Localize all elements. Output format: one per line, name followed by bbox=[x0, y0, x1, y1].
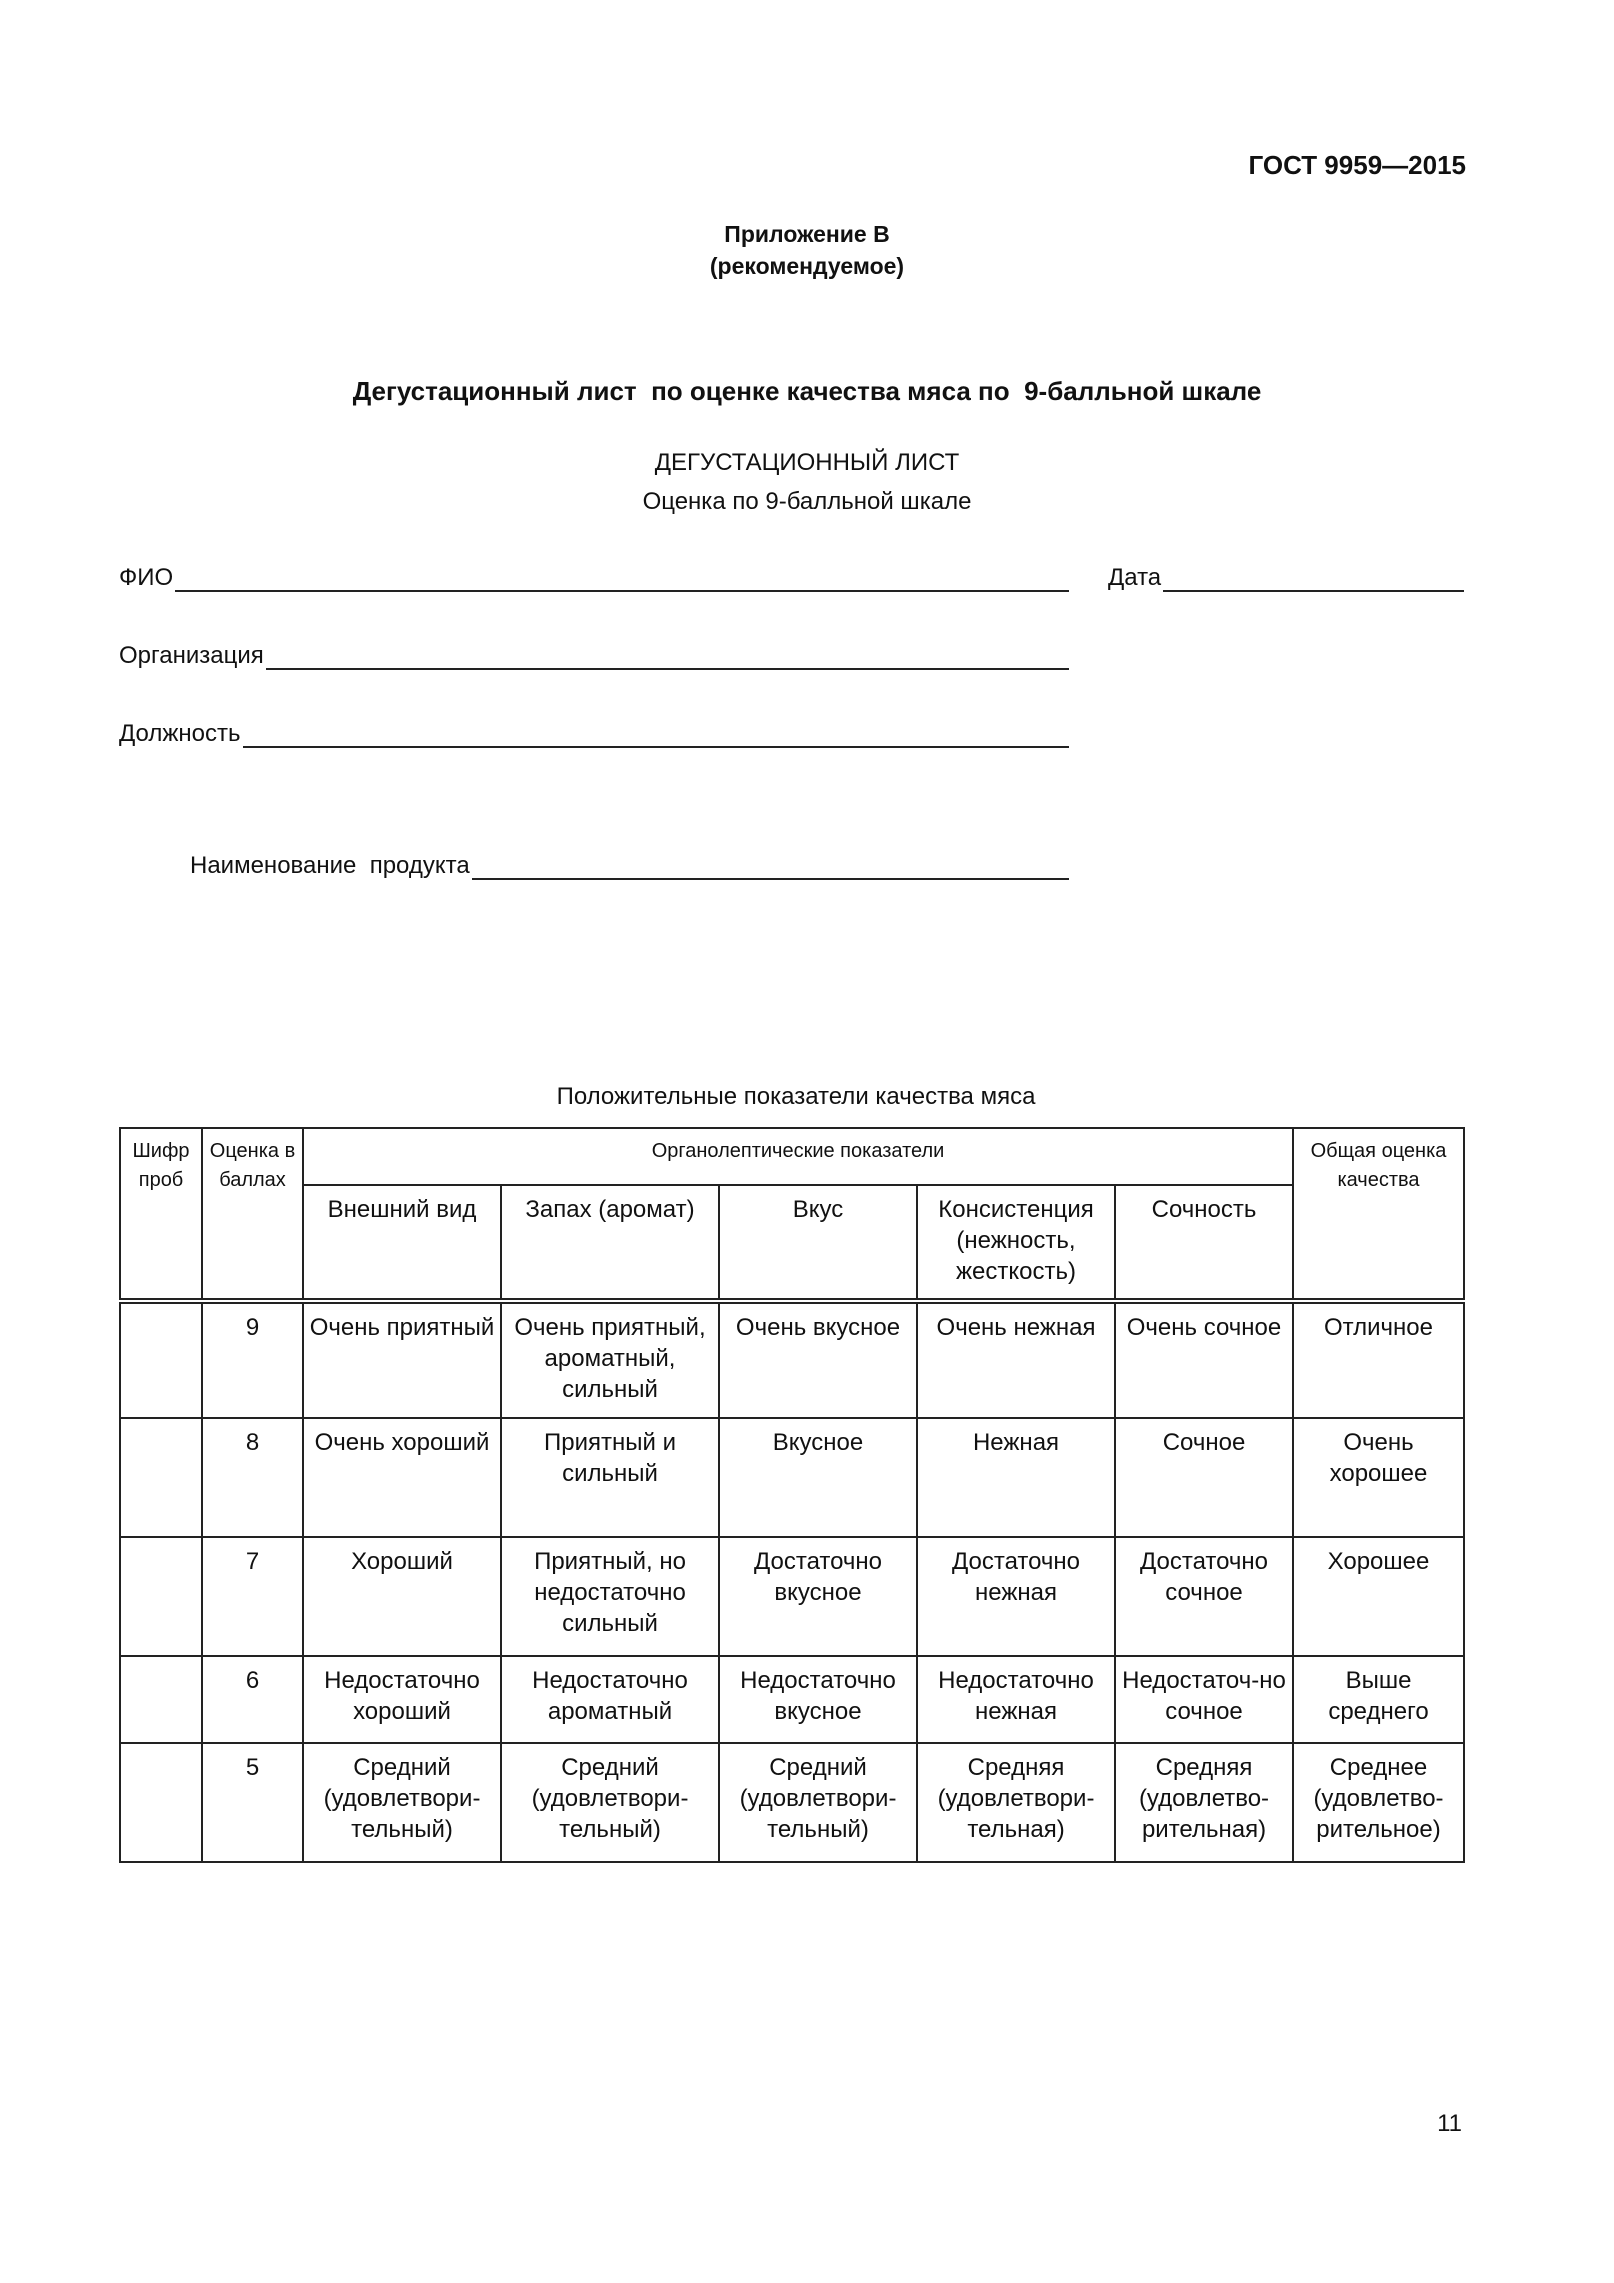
col-group-header: Органолептические показатели bbox=[303, 1128, 1293, 1185]
page-number: 11 bbox=[1437, 2110, 1462, 2137]
appendix-type: (рекомендуемое) bbox=[709, 253, 905, 279]
table-cell: Нежная bbox=[917, 1418, 1115, 1537]
col-overall-header: Общая оценка качества bbox=[1293, 1128, 1464, 1301]
date-line[interactable] bbox=[1163, 564, 1464, 592]
code-cell[interactable] bbox=[120, 1743, 202, 1862]
overall-cell: Хорошее bbox=[1293, 1537, 1464, 1656]
col-header: Вкус bbox=[719, 1185, 917, 1301]
quality-table bbox=[119, 1127, 1465, 1863]
table-cell: Достаточно сочное bbox=[1115, 1537, 1293, 1656]
col-header: Внешний вид bbox=[303, 1185, 501, 1301]
col-code-header: Шифр проб bbox=[120, 1128, 202, 1301]
table-row bbox=[120, 1418, 1464, 1537]
score-cell: 8 bbox=[202, 1418, 303, 1537]
col-header: Запах (аромат) bbox=[501, 1185, 719, 1301]
table-cell: Очень нежная bbox=[917, 1301, 1115, 1418]
table-row bbox=[120, 1656, 1464, 1743]
table-cell: Хороший bbox=[303, 1537, 501, 1656]
col-score-header: Оценка в баллах bbox=[202, 1128, 303, 1301]
col-header: Сочность bbox=[1115, 1185, 1293, 1301]
table-cell: Недостаточно хороший bbox=[303, 1656, 501, 1743]
product-label: Наименование продукта bbox=[190, 852, 470, 879]
date-field[interactable] bbox=[1108, 564, 1464, 592]
table-cell: Недостаточно нежная bbox=[917, 1656, 1115, 1743]
table-cell: Недостаточно ароматный bbox=[501, 1656, 719, 1743]
sheet-subtitle: Оценка по 9-балльной шкале bbox=[642, 488, 972, 515]
table-cell: Приятный и сильный bbox=[501, 1418, 719, 1537]
product-field[interactable] bbox=[190, 852, 1069, 880]
code-cell[interactable] bbox=[120, 1301, 202, 1418]
date-label: Дата bbox=[1108, 564, 1162, 591]
score-cell: 5 bbox=[202, 1743, 303, 1862]
overall-cell: Отличное bbox=[1293, 1301, 1464, 1418]
table-cell: Средняя (удовлетвори-тельная) bbox=[917, 1743, 1115, 1862]
table-cell: Достаточно вкусное bbox=[719, 1537, 917, 1656]
table-row bbox=[120, 1301, 1464, 1418]
table-cell: Сочное bbox=[1115, 1418, 1293, 1537]
code-cell[interactable] bbox=[120, 1537, 202, 1656]
table-row bbox=[120, 1537, 1464, 1656]
table-cell: Средний (удовлетвори-тельный) bbox=[303, 1743, 501, 1862]
position-line[interactable] bbox=[243, 720, 1070, 748]
code-cell[interactable] bbox=[120, 1656, 202, 1743]
table-cell: Очень приятный bbox=[303, 1301, 501, 1418]
sheet-title: ДЕГУСТАЦИОННЫЙ ЛИСТ bbox=[654, 449, 960, 476]
table-cell: Приятный, но недостаточно сильный bbox=[501, 1537, 719, 1656]
score-cell: 9 bbox=[202, 1301, 303, 1418]
name-field[interactable] bbox=[119, 564, 1069, 592]
name-label: ФИО bbox=[119, 564, 174, 591]
position-field[interactable] bbox=[119, 720, 1069, 748]
overall-cell: Выше среднего bbox=[1293, 1656, 1464, 1743]
standard-number: ГОСТ 9959—2015 bbox=[1248, 150, 1466, 180]
position-label: Должность bbox=[119, 720, 241, 747]
table-caption: Положительные показатели качества мяса bbox=[556, 1083, 1036, 1110]
table-cell: Недостаточ-но сочное bbox=[1115, 1656, 1293, 1743]
document-title: Дегустационный лист по оценке качества мяса по 9-балльной шкале bbox=[352, 376, 1262, 406]
code-cell[interactable] bbox=[120, 1418, 202, 1537]
table-row bbox=[120, 1743, 1464, 1862]
product-line[interactable] bbox=[472, 852, 1069, 880]
score-cell: 7 bbox=[202, 1537, 303, 1656]
col-header: Консистенция (нежность, жесткость) bbox=[917, 1185, 1115, 1301]
table-cell: Средняя (удовлетво-рительная) bbox=[1115, 1743, 1293, 1862]
table-cell: Средний (удовлетвори-тельный) bbox=[501, 1743, 719, 1862]
appendix-title: Приложение В bbox=[724, 221, 890, 247]
overall-cell: Среднее (удовлетво-рительное) bbox=[1293, 1743, 1464, 1862]
table-cell: Очень сочное bbox=[1115, 1301, 1293, 1418]
organization-label: Организация bbox=[119, 642, 264, 669]
score-cell: 6 bbox=[202, 1656, 303, 1743]
organization-line[interactable] bbox=[266, 642, 1069, 670]
table-cell: Недостаточно вкусное bbox=[719, 1656, 917, 1743]
table-cell: Очень вкусное bbox=[719, 1301, 917, 1418]
table-cell: Очень приятный, ароматный, сильный bbox=[501, 1301, 719, 1418]
name-line[interactable] bbox=[175, 564, 1069, 592]
organization-field[interactable] bbox=[119, 642, 1069, 670]
overall-cell: Очень хорошее bbox=[1293, 1418, 1464, 1537]
table-cell: Средний (удовлетвори-тельный) bbox=[719, 1743, 917, 1862]
table-cell: Очень хороший bbox=[303, 1418, 501, 1537]
table-cell: Вкусное bbox=[719, 1418, 917, 1537]
table-cell: Достаточно нежная bbox=[917, 1537, 1115, 1656]
